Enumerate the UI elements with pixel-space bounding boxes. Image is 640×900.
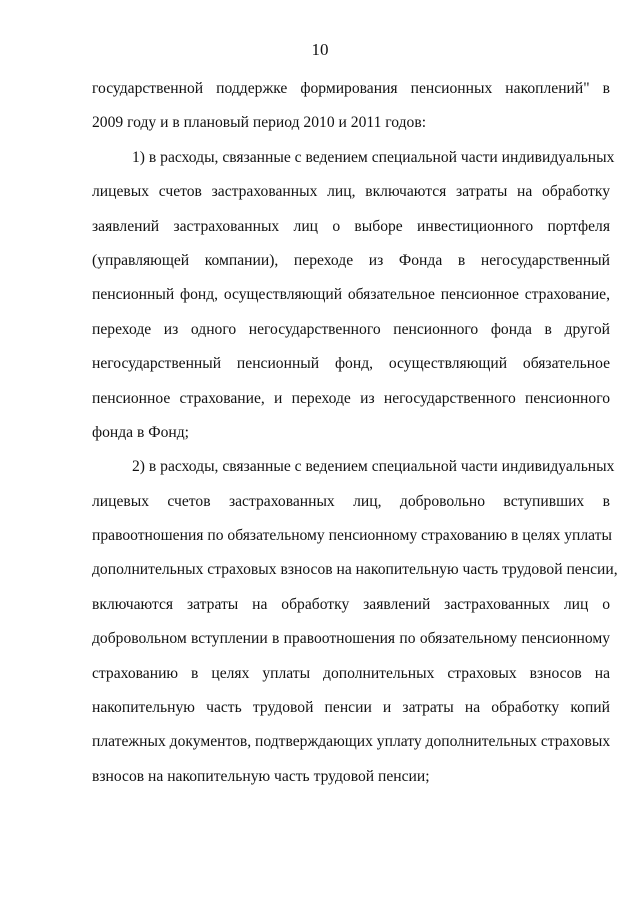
text-line: страхованию в целях уплаты дополнительных страховых взносов на bbox=[92, 664, 610, 682]
text-line: дополнительных страховых взносов на накопительную часть трудовой пенсии, bbox=[92, 561, 618, 579]
paragraph-item-2-first-line: 2) в расходы, связанные с ведением специальной части индивидуальных bbox=[132, 458, 615, 476]
text-line: негосударственный пенсионный фонд, осуществляющий обязательное bbox=[92, 355, 610, 373]
text-line: (управляющей компании), переходе из Фонда в негосударственный bbox=[92, 251, 610, 269]
text-line: взносов на накопительную часть трудовой пенсии; bbox=[92, 767, 430, 785]
text-line: добровольном вступлении в правоотношения по обязательному пенсионному bbox=[92, 630, 610, 648]
text-line: лицевых счетов застрахованных лиц, включаются затраты на обработку bbox=[92, 183, 610, 201]
text-line: пенсионный фонд, осуществляющий обязательное пенсионное страхование, bbox=[92, 286, 610, 304]
text-line: накопительную часть трудовой пенсии и затраты на обработку копий bbox=[92, 699, 610, 717]
paragraph-item-1-first-line: 1) в расходы, связанные с ведением специальной части индивидуальных bbox=[132, 148, 615, 166]
page-number: 10 bbox=[311, 40, 329, 59]
text-line: заявлений застрахованных лиц о выборе инвестиционного портфеля bbox=[92, 217, 610, 235]
text-line: фонда в Фонд; bbox=[92, 423, 189, 441]
document-body bbox=[92, 72, 618, 794]
text-line: государственной поддержке формирования пенсионных накоплений" в bbox=[92, 80, 610, 97]
text-line: переходе из одного негосударственного пенсионного фонда в другой bbox=[92, 320, 610, 338]
text-line: 2009 году и в плановый период 2010 и 2011 годов: bbox=[92, 114, 427, 132]
text-line: пенсионное страхование, и переходе из негосударственного пенсионного bbox=[92, 389, 610, 407]
text-line: включаются затраты на обработку заявлений застрахованных лиц о bbox=[92, 595, 610, 613]
text-line: правоотношения по обязательному пенсионному страхованию в целях уплаты bbox=[92, 527, 612, 545]
text-line: лицевых счетов застрахованных лиц, добровольно вступивших в bbox=[92, 492, 610, 510]
text-line: платежных документов, подтверждающих уплату дополнительных страховых bbox=[92, 733, 611, 751]
